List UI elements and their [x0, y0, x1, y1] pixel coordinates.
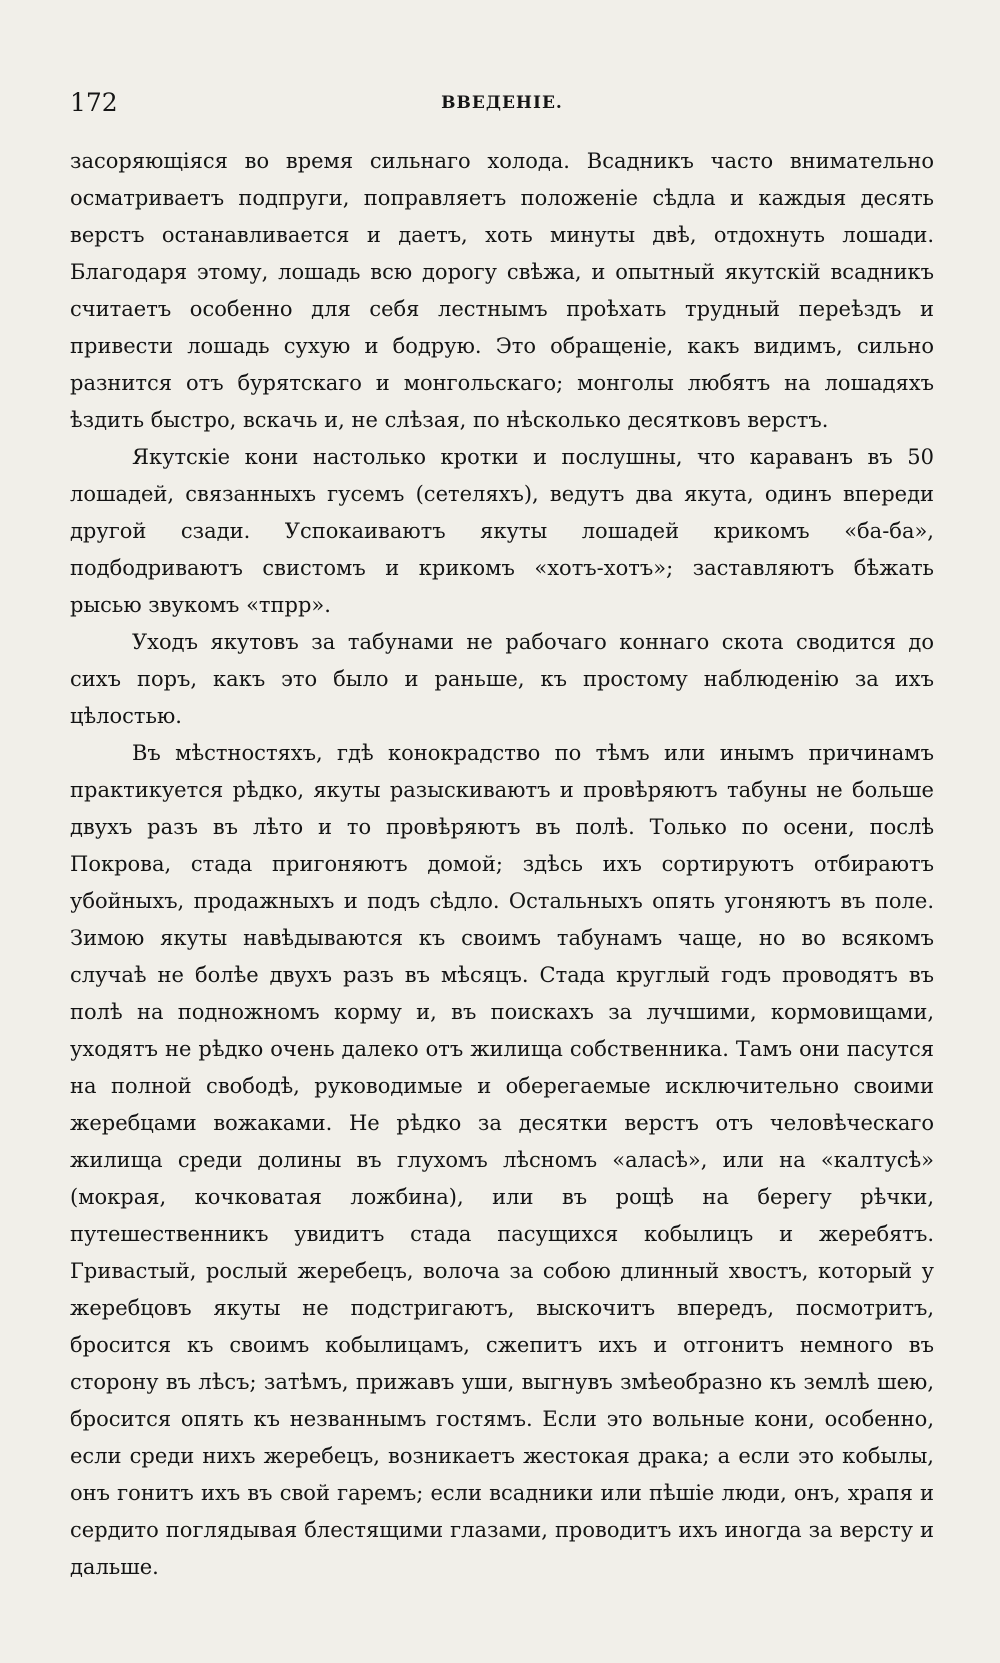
paragraph-3: Уходъ якутовъ за табунами не рабочаго коннаго скота сводится до сихъ поръ, какъ это было и раньше, къ простому наблюденію за ихъ цѣлостью. [70, 630, 934, 728]
page-number: 172 [70, 88, 118, 117]
body-text [70, 143, 934, 1586]
paragraph-2: Якутскіе кони настолько кротки и послушны, что караванъ въ 50 лошадей, связанныхъ гусемъ (сетеляхъ), ведутъ два якута, одинъ впереди другой сзади. Успокаиваютъ якуты лошадей крикомъ «ба-ба», подбодриваютъ свистомъ и крикомъ «хотъ-хотъ»; заставляютъ бѣжать рысью звукомъ «тпрр». [70, 445, 934, 617]
paragraph-1: засоряющіяся во время сильнаго холода. Всадникъ часто внимательно осматриваетъ подпруги, поправляетъ положеніе сѣдла и каждыя десять верстъ останавливается и даетъ, хоть минуты двѣ, отдохнуть лошади. Благодаря этому, лошадь всю дорогу свѣжа, и опытный якутскій всадникъ считаетъ особенно для себя лестнымъ проѣхать трудный переѣздъ и привести лошадь сухую и бодрую. Это обращеніе, какъ видимъ, сильно разнится отъ бурятскаго и монгольскаго; монголы любятъ на лошадяхъ ѣздить быстро, вскачь и, не слѣзая, по нѣсколько десятковъ верстъ. [70, 149, 934, 432]
running-head: ВВЕДЕНІЕ. [441, 93, 563, 113]
paragraph-4: Въ мѣстностяхъ, гдѣ конокрадство по тѣмъ или инымъ причинамъ практикуется рѣдко, якуты разыскиваютъ и провѣряютъ табуны не больше двухъ разъ въ лѣто и то провѣряютъ въ полѣ. Только по осени, послѣ Покрова, стада пригоняютъ домой; здѣсь ихъ сортируютъ отбираютъ убойныхъ, продажныхъ и подъ сѣдло. Остальныхъ опять угоняютъ въ поле. Зимою якуты навѣдываются къ своимъ табунамъ чаще, но во всякомъ случаѣ не болѣе двухъ разъ въ мѣсяцъ. Стада круглый годъ проводятъ въ полѣ на подножномъ корму и, въ поискахъ за лучшими, кормовищами, уходятъ не рѣдко очень далеко отъ жилища собственника. Тамъ они пасутся на полной свободѣ, руководимые и оберегаемые исключительно своими жеребцами вожаками. Не рѣдко за десятки верстъ отъ человѣческаго жилища среди долины въ глухомъ лѣсномъ «аласѣ», или на «калтусѣ» (мокрая, кочковатая ложбина), или въ рощѣ на берегу рѣчки, путешественникъ увидитъ стада пасущихся кобылицъ и жеребятъ. Гривастый, рослый жеребецъ, волоча за собою длинный хвостъ, который у жеребцовъ якуты не подстригаютъ, выскочитъ впередъ, посмотритъ, бросится къ своимъ кобылицамъ, сжепитъ ихъ и отгонитъ немного въ сторону въ лѣсъ; затѣмъ, прижавъ уши, выгнувъ змѣеобразно къ землѣ шею, бросится опять къ незваннымъ гостямъ. Если это вольные кони, особенно, если среди нихъ жеребецъ, возникаетъ жестокая драка; а если это кобылы, онъ гонитъ ихъ въ свой гаремъ; если всадники или пѣшіе люди, онъ, храпя и сердито поглядывая блестящими глазами, проводитъ ихъ иногда за версту и дальше. [70, 741, 934, 1579]
page-header [70, 86, 934, 120]
